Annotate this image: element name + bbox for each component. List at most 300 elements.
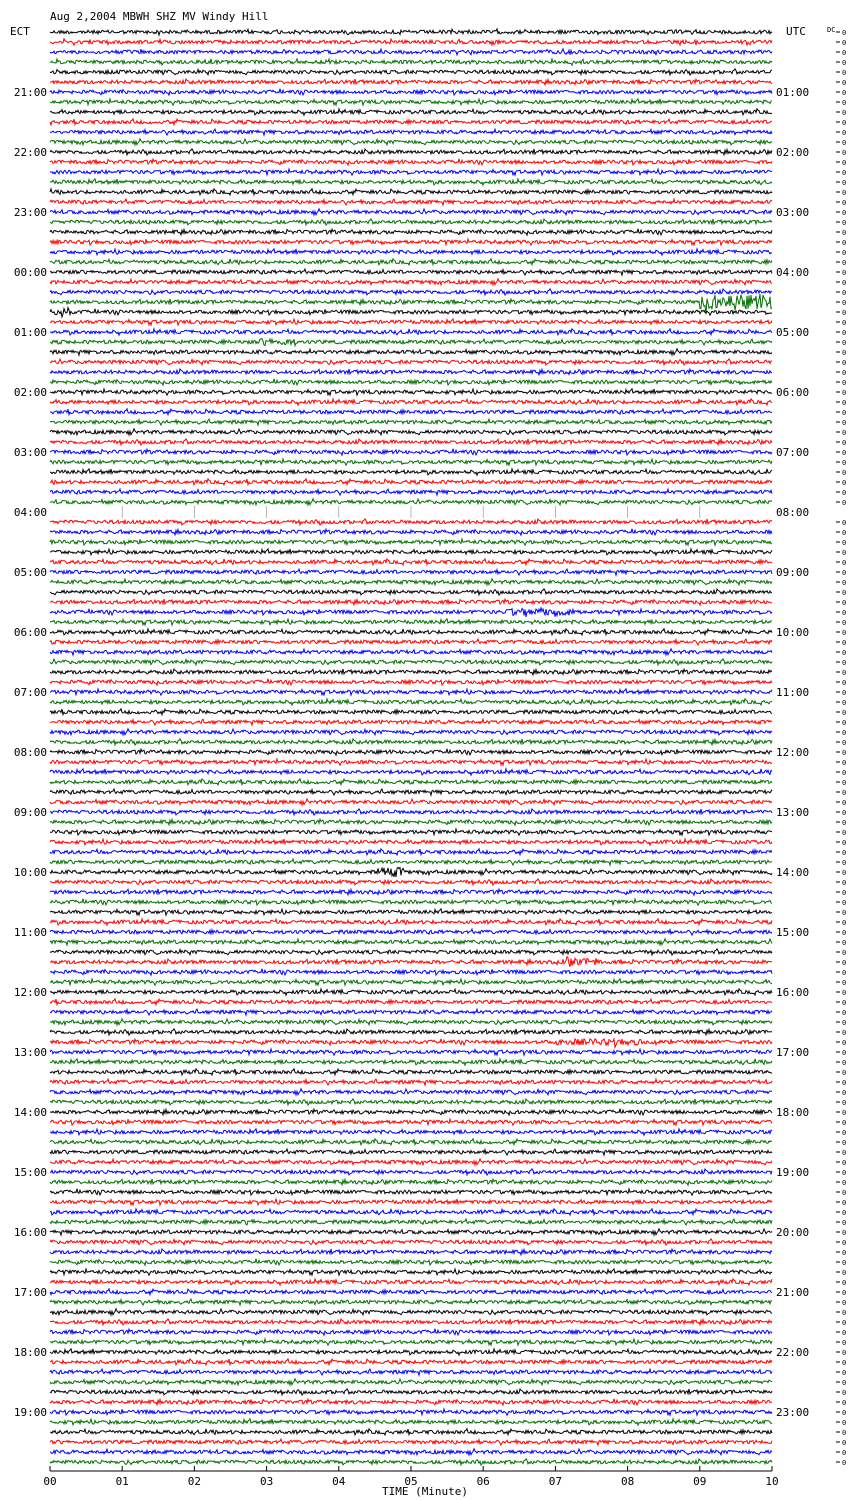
seismic-trace <box>50 1049 772 1055</box>
seismic-trace <box>50 1079 772 1085</box>
scale-zero-label: 0 <box>842 419 847 427</box>
x-tick-label: 10 <box>765 1475 779 1488</box>
right-hour-label: 17:00 <box>776 1046 810 1059</box>
scale-zero-label: 0 <box>842 1079 847 1087</box>
seismic-trace <box>50 1119 772 1125</box>
scale-zero-label: 0 <box>842 269 847 277</box>
seismic-trace <box>50 59 772 65</box>
seismic-trace <box>50 809 772 815</box>
scale-zero-label: 0 <box>842 969 847 977</box>
scale-zero-label: 0 <box>842 989 847 997</box>
seismic-trace <box>50 1309 772 1315</box>
left-hour-label: 12:00 <box>13 986 47 999</box>
scale-zero-label: 0 <box>842 1219 847 1227</box>
seismic-trace <box>50 859 772 865</box>
seismic-trace <box>50 989 772 995</box>
seismic-trace <box>50 999 772 1005</box>
seismic-trace <box>50 369 772 375</box>
seismic-trace <box>50 979 772 985</box>
left-hour-label: 05:00 <box>13 566 47 579</box>
scale-zero-label: 0 <box>842 639 847 647</box>
left-hour-label: 10:00 <box>13 866 47 879</box>
scale-zero-label: 0 <box>842 859 847 867</box>
seismic-trace <box>50 499 772 505</box>
seismic-trace <box>50 1219 772 1225</box>
scale-zero-label: 0 <box>842 599 847 607</box>
x-tick-label: 07 <box>548 1475 563 1488</box>
seismic-trace <box>50 189 772 195</box>
scale-zero-label: 0 <box>842 909 847 917</box>
scale-zero-label: 0 <box>842 1089 847 1097</box>
seismic-trace <box>50 229 772 235</box>
seismic-trace <box>50 459 772 465</box>
right-hour-label: 08:00 <box>776 506 810 519</box>
seismic-trace <box>50 409 772 415</box>
scale-zero-label: 0 <box>842 139 847 147</box>
seismic-trace <box>50 159 772 165</box>
seismic-trace <box>50 1359 772 1365</box>
chart-title: Aug 2,2004 MBWH SHZ MV Windy Hill <box>50 10 269 23</box>
seismic-trace <box>50 719 772 725</box>
scale-zero-label: 0 <box>842 309 847 317</box>
scale-zero-label: 0 <box>842 949 847 957</box>
seismic-trace <box>50 709 772 715</box>
scale-zero-label: 0 <box>842 1249 847 1257</box>
right-hour-label: 03:00 <box>776 206 810 219</box>
seismic-trace <box>50 679 772 685</box>
seismic-trace <box>50 769 772 775</box>
seismic-trace <box>50 419 772 425</box>
scale-zero-label: 0 <box>842 739 847 747</box>
seismic-trace <box>50 1379 772 1385</box>
scale-zero-label: 0 <box>842 819 847 827</box>
scale-zero-label: 0 <box>842 1069 847 1077</box>
left-hour-label: 07:00 <box>13 686 47 699</box>
right-hour-label: 02:00 <box>776 146 810 159</box>
seismic-trace <box>50 608 772 617</box>
seismic-trace <box>50 79 772 85</box>
scale-zero-label: 0 <box>842 899 847 907</box>
scale-zero-label: 0 <box>842 589 847 597</box>
seismic-trace <box>50 1249 772 1255</box>
seismic-trace <box>50 699 772 705</box>
scale-zero-label: 0 <box>842 579 847 587</box>
seismic-trace <box>50 339 772 346</box>
seismic-trace <box>50 308 772 317</box>
scale-zero-label: 0 <box>842 329 847 337</box>
seismic-trace <box>50 779 772 785</box>
scale-zero-label: 0 <box>842 1369 847 1377</box>
scale-zero-label: 0 <box>842 29 847 37</box>
scale-zero-label: 0 <box>842 689 847 697</box>
seismic-trace <box>50 729 772 735</box>
seismic-trace <box>50 789 772 795</box>
scale-zero-label: 0 <box>842 1299 847 1307</box>
seismic-trace <box>50 569 772 575</box>
right-hour-label: 01:00 <box>776 86 810 99</box>
scale-zero-label: 0 <box>842 929 847 937</box>
scale-zero-label: 0 <box>842 1429 847 1437</box>
scale-zero-label: 0 <box>842 1389 847 1397</box>
x-tick-label: 06 <box>476 1475 490 1488</box>
right-hour-label: 18:00 <box>776 1106 810 1119</box>
scale-zero-label: 0 <box>842 939 847 947</box>
x-axis-label: TIME (Minute) <box>381 1485 469 1498</box>
seismic-trace <box>50 1449 772 1455</box>
seismic-trace <box>50 909 772 915</box>
scale-zero-label: 0 <box>842 209 847 217</box>
scale-zero-label: 0 <box>842 499 847 507</box>
seismic-trace <box>50 129 772 135</box>
scale-zero-label: 0 <box>842 1109 847 1117</box>
scale-zero-label: 0 <box>842 229 847 237</box>
seismic-trace <box>50 1349 772 1355</box>
scale-zero-label: 0 <box>842 1119 847 1127</box>
scale-zero-label: 0 <box>842 299 847 307</box>
seismic-trace <box>50 879 772 885</box>
scale-zero-label: 0 <box>842 839 847 847</box>
seismic-trace <box>50 469 772 475</box>
seismic-trace <box>50 1259 772 1265</box>
scale-zero-label: 0 <box>842 719 847 727</box>
scale-zero-label: 0 <box>842 189 847 197</box>
scale-zero-label: 0 <box>842 1329 847 1337</box>
seismic-trace <box>50 1179 772 1185</box>
scale-zero-label: 0 <box>842 759 847 767</box>
scale-zero-label: 0 <box>842 809 847 817</box>
seismic-trace <box>50 1019 772 1025</box>
scale-zero-label: 0 <box>842 199 847 207</box>
seismic-trace <box>50 149 772 155</box>
scale-zero-label: 0 <box>842 659 847 667</box>
scale-zero-label: 0 <box>842 339 847 347</box>
left-timezone-label: ECT <box>10 25 30 38</box>
scale-zero-label: 0 <box>842 289 847 297</box>
right-hour-label: 20:00 <box>776 1226 810 1239</box>
scale-zero-label: 0 <box>842 1439 847 1447</box>
seismic-trace <box>50 829 772 835</box>
seismic-trace <box>50 659 772 665</box>
seismic-trace <box>50 629 772 635</box>
scale-zero-label: 0 <box>842 699 847 707</box>
right-hour-label: 06:00 <box>776 386 810 399</box>
scale-zero-label: 0 <box>842 1259 847 1267</box>
scale-zero-label: 0 <box>842 369 847 377</box>
scale-zero-label: 0 <box>842 489 847 497</box>
seismic-trace <box>50 329 772 335</box>
right-hour-label: 22:00 <box>776 1346 810 1359</box>
scale-zero-label: 0 <box>842 179 847 187</box>
scale-zero-label: 0 <box>842 1379 847 1387</box>
scale-zero-label: 0 <box>842 99 847 107</box>
seismic-trace <box>50 849 772 855</box>
seismic-trace <box>50 1209 772 1215</box>
scale-zero-label: 0 <box>842 1399 847 1407</box>
scale-zero-label: 0 <box>842 1149 847 1157</box>
seismic-trace <box>50 1419 772 1425</box>
seismic-trace <box>50 579 772 585</box>
scale-zero-label: 0 <box>842 359 847 367</box>
right-hour-label: 13:00 <box>776 806 810 819</box>
scale-zero-label: 0 <box>842 1209 847 1217</box>
left-hour-label: 08:00 <box>13 746 47 759</box>
trace-group <box>50 29 772 1465</box>
left-hour-label: 22:00 <box>13 146 47 159</box>
scale-zero-label: 0 <box>842 879 847 887</box>
scale-zero-label: 0 <box>842 849 847 857</box>
scale-zero-label: 0 <box>842 959 847 967</box>
seismic-trace <box>50 919 772 925</box>
scale-zero-label: 0 <box>842 1099 847 1107</box>
left-hour-label: 11:00 <box>13 926 47 939</box>
seismic-trace <box>50 449 772 455</box>
scale-zero-label: 0 <box>842 539 847 547</box>
scale-zero-label: 0 <box>842 729 847 737</box>
scale-zero-label: 0 <box>842 1139 847 1147</box>
scale-zero-label: 0 <box>842 399 847 407</box>
seismic-trace <box>50 519 772 525</box>
seismic-trace <box>50 1329 772 1335</box>
scale-zero-label: 0 <box>842 1009 847 1017</box>
seismic-trace <box>50 1169 772 1175</box>
scale-zero-label: 0 <box>842 1169 847 1177</box>
seismic-trace <box>50 1389 772 1395</box>
seismic-trace <box>50 1429 772 1435</box>
scale-markers <box>836 29 846 1467</box>
seismic-trace <box>50 749 772 755</box>
seismic-trace <box>50 669 772 675</box>
scale-zero-label: 0 <box>842 1289 847 1297</box>
left-hour-label: 14:00 <box>13 1106 47 1119</box>
scale-zero-label: 0 <box>842 259 847 267</box>
scale-zero-label: 0 <box>842 39 847 47</box>
x-tick-label: 00 <box>43 1475 57 1488</box>
scale-zero-label: 0 <box>842 1189 847 1197</box>
left-hour-label: 21:00 <box>13 86 47 99</box>
seismic-trace <box>50 359 772 365</box>
seismic-trace <box>50 1439 772 1445</box>
seismic-trace <box>50 439 772 445</box>
seismic-trace <box>50 119 772 125</box>
seismic-trace <box>50 957 772 967</box>
seismic-trace <box>50 1409 772 1415</box>
scale-zero-label: 0 <box>842 609 847 617</box>
scale-zero-label: 0 <box>842 519 847 527</box>
scale-zero-label: 0 <box>842 709 847 717</box>
seismic-trace <box>50 839 772 845</box>
left-hour-labels <box>14 86 47 1419</box>
seismic-trace <box>50 889 772 895</box>
scale-zero-label: 0 <box>842 799 847 807</box>
seismic-trace <box>50 39 772 45</box>
left-hour-label: 16:00 <box>13 1226 47 1239</box>
seismic-trace <box>50 49 772 55</box>
scale-zero-label: 0 <box>842 129 847 137</box>
right-timezone-label: UTC <box>786 25 806 38</box>
scale-zero-label: 0 <box>842 649 847 657</box>
scale-zero-label: 0 <box>842 1129 847 1137</box>
scale-zero-label: 0 <box>842 1279 847 1287</box>
scale-zero-label: 0 <box>842 429 847 437</box>
seismic-trace <box>50 139 772 145</box>
scale-zero-label: 0 <box>842 749 847 757</box>
x-tick-label: 01 <box>115 1475 129 1488</box>
seismic-trace <box>50 1109 772 1115</box>
scale-zero-label: 0 <box>842 69 847 77</box>
x-tick-label: 08 <box>620 1475 635 1488</box>
right-hour-label: 10:00 <box>776 626 810 639</box>
scale-zero-label: 0 <box>842 239 847 247</box>
seismic-trace <box>50 539 772 545</box>
scale-zero-label: 0 <box>842 459 847 467</box>
seismic-trace <box>50 559 772 565</box>
scale-zero-label: 0 <box>842 159 847 167</box>
seismic-trace <box>50 969 772 975</box>
left-hour-label: 09:00 <box>13 806 47 819</box>
seismic-trace <box>50 1279 772 1285</box>
scale-zero-label: 0 <box>842 79 847 87</box>
x-tick-label: 03 <box>259 1475 274 1488</box>
scale-zero-label: 0 <box>842 1309 847 1317</box>
scale-zero-label: 0 <box>842 629 847 637</box>
seismic-trace <box>50 249 772 255</box>
seismic-trace <box>50 109 772 115</box>
scale-zero-label: 0 <box>842 1239 847 1247</box>
left-hour-label: 23:00 <box>13 206 47 219</box>
scale-zero-label: 0 <box>842 279 847 287</box>
scale-zero-label: 0 <box>842 1409 847 1417</box>
right-hour-label: 19:00 <box>776 1166 810 1179</box>
right-hour-label: 09:00 <box>776 566 810 579</box>
scale-zero-label: 0 <box>842 619 847 627</box>
seismic-trace <box>50 479 772 485</box>
scale-zero-label: 0 <box>842 1419 847 1427</box>
seismic-trace <box>50 199 772 205</box>
left-hour-label: 17:00 <box>13 1286 47 1299</box>
scale-zero-label: 0 <box>842 569 847 577</box>
seismic-trace <box>50 89 772 95</box>
scale-zero-label: 0 <box>842 829 847 837</box>
seismic-trace <box>50 1029 772 1035</box>
scale-zero-label: 0 <box>842 1059 847 1067</box>
right-hour-label: 21:00 <box>776 1286 810 1299</box>
seismic-trace <box>50 649 772 655</box>
scale-zero-label: 0 <box>842 1359 847 1367</box>
scale-zero-label: 0 <box>842 1349 847 1357</box>
seismic-trace <box>50 1099 772 1105</box>
left-hour-label: 02:00 <box>13 386 47 399</box>
seismic-trace <box>50 1289 772 1295</box>
seismic-trace <box>50 619 772 625</box>
left-hour-label: 01:00 <box>13 326 47 339</box>
seismic-trace <box>50 1059 772 1065</box>
scale-zero-label: 0 <box>842 1049 847 1057</box>
scale-zero-label: 0 <box>842 919 847 927</box>
scale-zero-label: 0 <box>842 349 847 357</box>
scale-zero-label: 0 <box>842 1339 847 1347</box>
seismic-trace <box>50 1159 772 1165</box>
left-hour-label: 03:00 <box>13 446 47 459</box>
left-hour-label: 00:00 <box>13 266 47 279</box>
scale-zero-label: 0 <box>842 1039 847 1047</box>
scale-zero-label: 0 <box>842 1269 847 1277</box>
seismic-trace <box>50 899 772 905</box>
x-tick-label: 02 <box>187 1475 202 1488</box>
scale-zero-label: 0 <box>842 389 847 397</box>
left-hour-label: 19:00 <box>13 1406 47 1419</box>
seismic-trace <box>50 1039 772 1048</box>
seismic-trace <box>50 1199 772 1205</box>
left-hour-label: 04:00 <box>13 506 47 519</box>
right-hour-label: 04:00 <box>776 266 810 279</box>
scale-zero-label: 0 <box>842 89 847 97</box>
scale-zero-label: 0 <box>842 379 847 387</box>
seismic-trace <box>50 389 772 395</box>
left-hour-label: 13:00 <box>13 1046 47 1059</box>
seismic-trace <box>50 239 772 245</box>
scale-zero-label: 0 <box>842 1159 847 1167</box>
seismic-trace <box>50 1239 772 1245</box>
seismic-trace <box>50 1229 772 1235</box>
seismic-trace <box>50 29 772 35</box>
scale-zero-label: 0 <box>842 109 847 117</box>
scale-zero-label: 0 <box>842 449 847 457</box>
scale-zero-label: 0 <box>842 1319 847 1327</box>
seismic-trace <box>50 179 772 185</box>
seismic-trace <box>50 1189 772 1195</box>
seismic-trace <box>50 169 772 175</box>
left-hour-label: 18:00 <box>13 1346 47 1359</box>
seismic-trace <box>50 939 772 945</box>
seismic-trace <box>50 799 772 805</box>
seismic-trace <box>50 867 772 877</box>
seismic-trace <box>50 1269 772 1275</box>
seismic-trace <box>50 429 772 435</box>
seismic-trace <box>50 1369 772 1375</box>
scale-zero-label: 0 <box>842 249 847 257</box>
seismic-trace <box>50 399 772 405</box>
seismic-trace <box>50 99 772 105</box>
scale-zero-label: 0 <box>842 219 847 227</box>
seismic-trace <box>50 529 772 535</box>
scale-zero-label: 0 <box>842 769 847 777</box>
dc-label: DC <box>827 26 836 34</box>
minute-gridlines <box>122 506 700 518</box>
seismic-trace <box>50 1299 772 1305</box>
left-hour-label: 15:00 <box>13 1166 47 1179</box>
seismic-trace <box>50 1069 772 1075</box>
seismic-trace <box>50 209 772 215</box>
scale-zero-label: 0 <box>842 1179 847 1187</box>
scale-zero-label: 0 <box>842 1019 847 1027</box>
scale-zero-label: 0 <box>842 59 847 67</box>
scale-zero-label: 0 <box>842 559 847 567</box>
scale-zero-label: 0 <box>842 669 847 677</box>
x-tick-label: 05 <box>404 1475 418 1488</box>
seismic-trace <box>50 289 772 295</box>
seismic-trace <box>50 1139 772 1145</box>
scale-zero-label: 0 <box>842 549 847 557</box>
seismic-trace <box>50 1399 772 1405</box>
x-tick-label: 04 <box>332 1475 346 1488</box>
scale-zero-label: 0 <box>842 49 847 57</box>
scale-zero-label: 0 <box>842 1199 847 1207</box>
scale-zero-label: 0 <box>842 779 847 787</box>
seismic-trace <box>50 259 772 265</box>
seismic-trace <box>50 1089 772 1095</box>
seismic-trace <box>50 489 772 495</box>
right-hour-label: 23:00 <box>776 1406 810 1419</box>
